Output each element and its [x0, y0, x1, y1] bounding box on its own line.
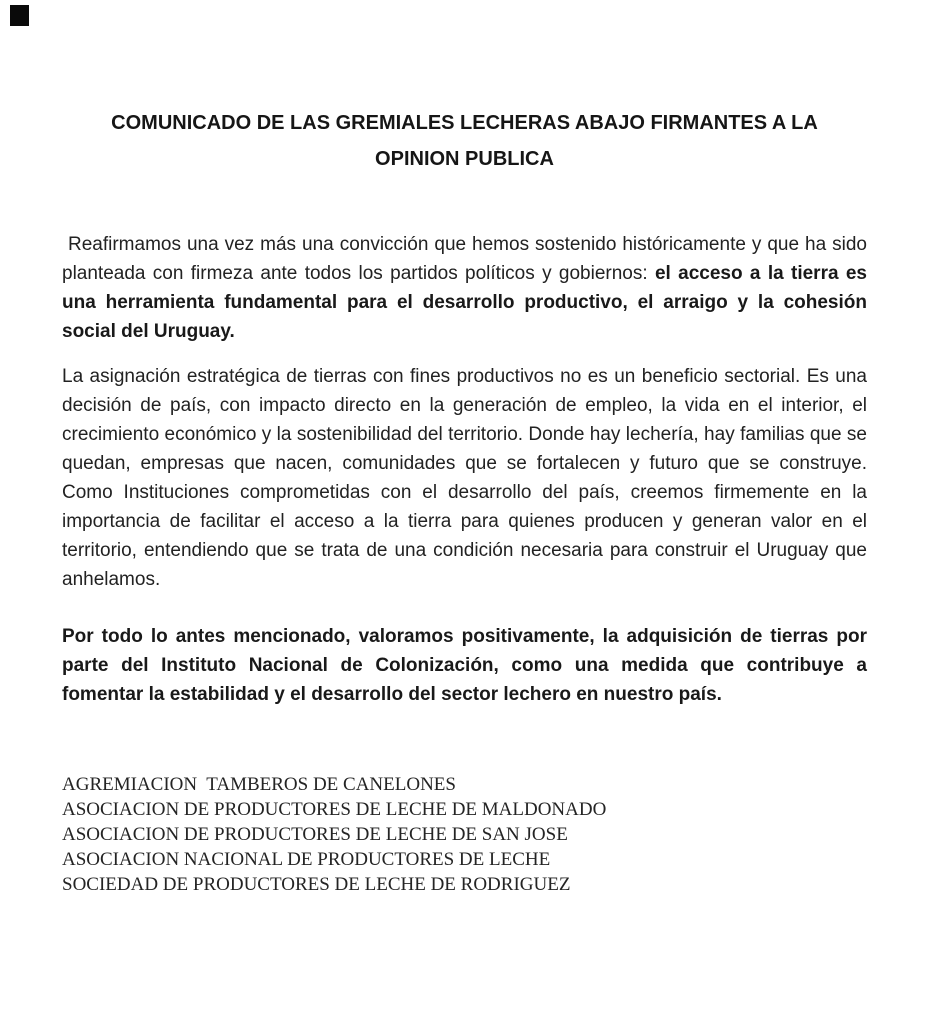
paragraph-conviction-bold-text: el acceso a la tierra es una herramienta fundamental para el desarrollo productivo, el arraigo y la cohesión social del Uruguay. [62, 263, 867, 342]
title-line-2: OPINION PUBLICA [375, 148, 554, 170]
document-title [0, 0, 929, 177]
title-line-1: COMUNICADO DE LAS GREMIALES LECHERAS ABAJO FIRMANTES A LA [111, 112, 818, 134]
paragraph-conviction-regular-text: Reafirmamos una vez más una convicción que hemos sostenido históricamente y que ha sido planteada con firmeza ante todos los partidos políticos y gobiernos: [62, 234, 867, 284]
paragraph-conviction [62, 230, 867, 346]
scan-artifact-square [10, 5, 29, 26]
signatory-2: ASOCIACION DE PRODUCTORES DE LECHE DE MALDONADO [62, 799, 607, 820]
signatory-4: ASOCIACION NACIONAL DE PRODUCTORES DE LECHE [62, 849, 551, 870]
signatory-3: ASOCIACION DE PRODUCTORES DE LECHE DE SAN JOSE [62, 824, 568, 845]
signatory-1: AGREMIACION TAMBEROS DE CANELONES [62, 774, 456, 795]
signatories-list [62, 772, 867, 897]
document-body [0, 230, 929, 897]
paragraph-land-policy: La asignación estratégica de tierras con fines productivos no es un beneficio sectorial. Es una decisión de país, con impacto directo en la generación de empleo, la vida en el interior, el crecimiento económico y la sostenibilidad del territorio. Donde hay lechería, hay familias que se quedan, empresas que nacen, comunidades que se fortalecen y futuro que se construye. Como Instituciones comprometidas con el desarrollo del país, creemos firmemente en la importancia de facilitar el acceso a la tierra para quienes producen y generan valor en el territorio, entendiendo que se trata de una condición necesaria para construir el Uruguay que anhelamos. [62, 366, 867, 590]
signatory-5: SOCIEDAD DE PRODUCTORES DE LECHE DE RODRIGUEZ [62, 874, 571, 895]
paragraph-inc-support: Por todo lo antes mencionado, valoramos positivamente, la adquisición de tierras por parte del Instituto Nacional de Colonización, como una medida que contribuye a fomentar la estabilidad y el desarrollo del sector lechero en nuestro país. [62, 626, 867, 705]
